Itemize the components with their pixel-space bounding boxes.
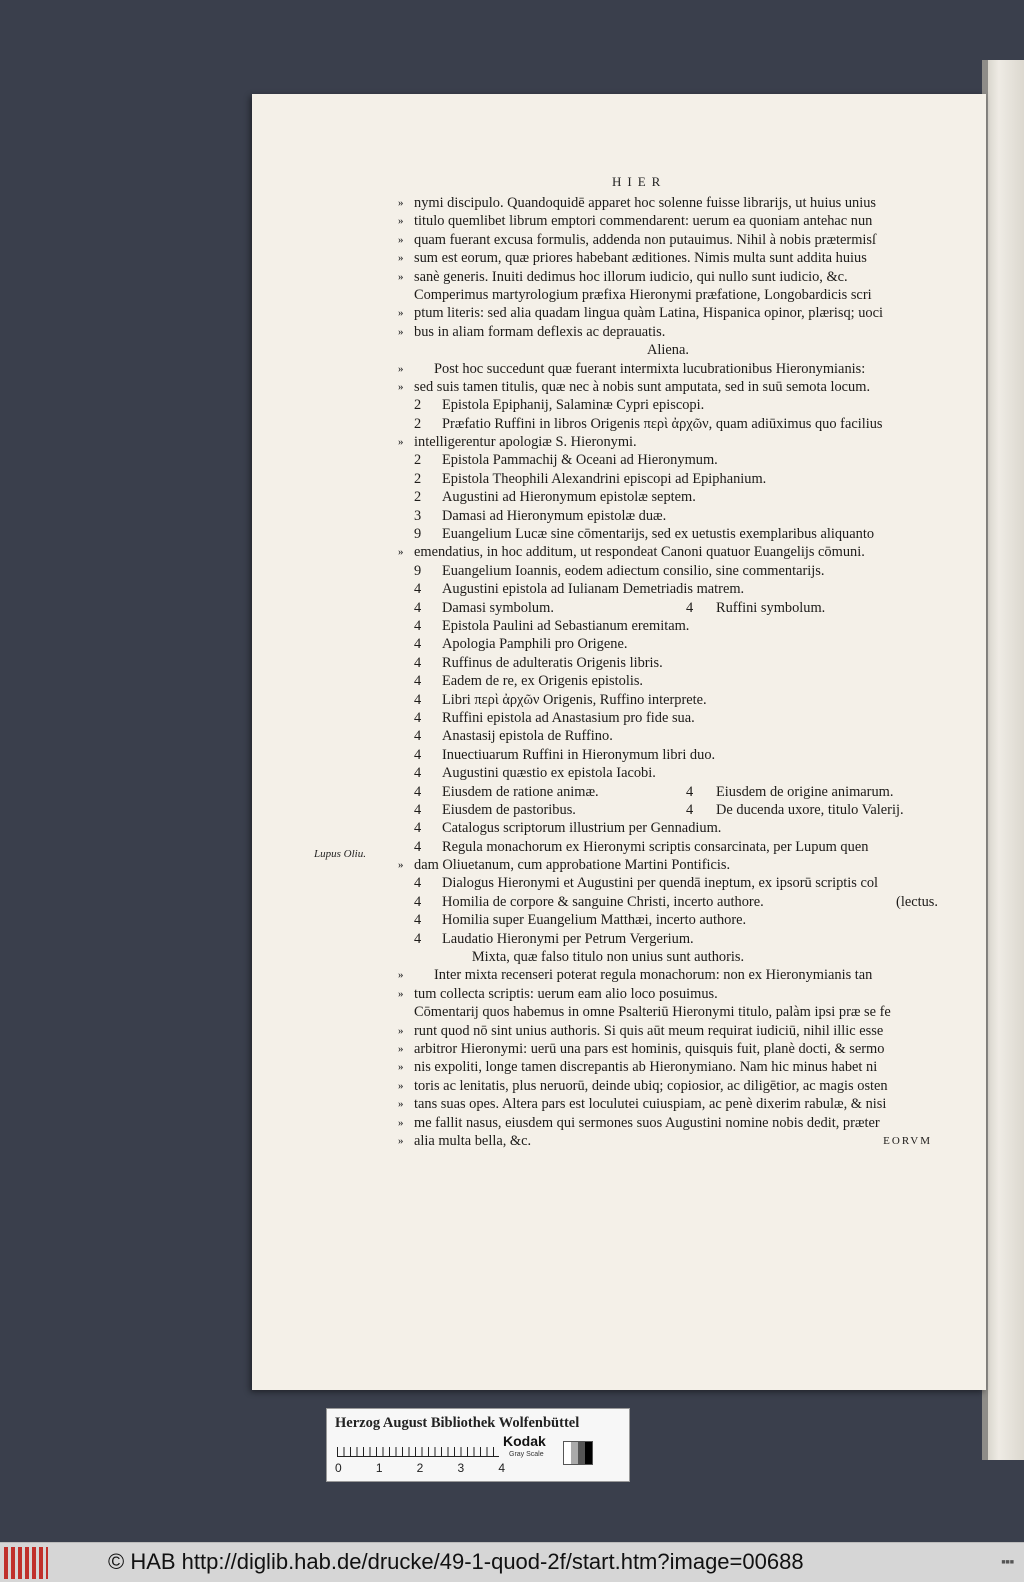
item-number: 4	[414, 801, 422, 818]
text-line	[398, 1077, 950, 1095]
text-line	[398, 856, 950, 874]
line-text: Comperimus martyrologium præfixa Hieronymi præfatione, Longobardicis scri	[414, 286, 872, 303]
item-number: 9	[414, 526, 422, 543]
line-text: De ducenda uxore, titulo Valerij.	[716, 801, 904, 818]
line-text: intelligerentur apologiæ S. Hieronymi.	[414, 434, 637, 451]
item-number: 4	[414, 820, 422, 837]
text-line	[398, 1114, 950, 1132]
scale-ruler	[337, 1439, 499, 1457]
line-text: Augustini epistola ad Iulianam Demetriadis matrem.	[442, 581, 745, 598]
quote-mark: »	[398, 1116, 404, 1129]
text-line	[398, 323, 950, 341]
item-number: 4	[414, 746, 422, 763]
footer-mini-icon: ■■■	[1001, 1559, 1014, 1566]
line-text: Libri περὶ ἀρχῶν Origenis, Ruffino interprete.	[442, 691, 707, 708]
gray-scale-swatches	[563, 1441, 593, 1465]
item-number: 2	[414, 415, 422, 432]
text-line	[398, 1022, 950, 1040]
text-line	[398, 893, 950, 911]
text-line	[398, 562, 950, 580]
line-text: sed suis tamen titulis, quæ nec à nobis sunt amputata, sed in suū semota locum.	[414, 378, 871, 395]
item-number: 4	[414, 765, 422, 782]
item-number: 4	[414, 599, 422, 616]
quote-mark: »	[398, 325, 404, 338]
catchword: EORVM	[883, 1134, 932, 1147]
kodak-logo: Kodak	[503, 1433, 546, 1449]
quote-mark: »	[398, 987, 404, 1000]
item-number: 2	[414, 470, 422, 487]
line-text: Ruffini epistola ad Anastasium pro fide sua.	[442, 709, 695, 726]
item-number: 4	[414, 893, 422, 910]
line-text: Homilia de corpore & sanguine Christi, incerto authore.	[442, 893, 764, 910]
line-text: Catalogus scriptorum illustrium per Gennadium.	[442, 820, 722, 837]
line-text: Eiusdem de origine animarum.	[716, 783, 894, 800]
item-number: 4	[414, 691, 422, 708]
line-text: Augustini quæstio ex epistola Iacobi.	[442, 765, 656, 782]
line-text: dam Oliuetanum, cum approbatione Martini Pontificis.	[414, 857, 731, 874]
page-text	[398, 194, 950, 1150]
ruler-number: 3	[457, 1461, 465, 1475]
text-line	[398, 709, 950, 727]
line-text: Anastasij epistola de Ruffino.	[442, 728, 613, 745]
line-text: emendatius, in hoc additum, ut respondeat Canoni quatuor Euangelijs cōmuni.	[414, 544, 865, 561]
line-text: Post hoc succedunt quæ fuerant intermixta lucubrationibus Hieronymianis:	[434, 360, 866, 377]
text-line	[398, 985, 950, 1003]
text-line	[398, 599, 950, 617]
text-line	[398, 874, 950, 892]
item-number: 4	[686, 801, 694, 818]
hab-logo-icon	[4, 1547, 48, 1579]
text-line	[398, 819, 950, 837]
quote-mark: »	[398, 1042, 404, 1055]
text-line	[398, 801, 950, 819]
running-head: HIER	[612, 174, 667, 189]
item-number: 4	[414, 930, 422, 947]
line-text: Euangelium Ioannis, eodem adiectum consilio, sine commentarijs.	[442, 562, 825, 579]
item-number: 4	[414, 709, 422, 726]
quote-mark: »	[398, 969, 404, 982]
line-text: Ruffini symbolum.	[716, 599, 826, 616]
line-text: Apologia Pamphili pro Origene.	[442, 636, 628, 653]
line-text: nymi discipulo. Quandoquidē apparet hoc solenne fuisse librarijs, ut huius unius	[414, 195, 877, 211]
text-line	[398, 948, 950, 966]
text-line	[398, 249, 950, 267]
line-text: runt quod nō sint unius authoris. Si quis aūt meum requirat iudiciū, nihil illic esse	[414, 1022, 884, 1039]
ruler-number: 4	[498, 1461, 505, 1475]
quote-mark: »	[398, 252, 404, 265]
text-line	[398, 507, 950, 525]
ruler-number: 0	[335, 1461, 342, 1475]
quote-mark: »	[398, 1024, 404, 1037]
line-text: bus in aliam formam deflexis ac deprauatis.	[414, 323, 666, 340]
line-text: Damasi ad Hieronymum epistolæ duæ.	[442, 507, 667, 524]
text-line	[398, 212, 950, 230]
quote-mark: »	[398, 859, 404, 872]
item-number: 2	[414, 489, 422, 506]
text-line	[398, 1058, 950, 1076]
margin-note: Lupus Oliu.	[314, 848, 366, 860]
text-line	[398, 617, 950, 635]
text-line	[398, 691, 950, 709]
text-line	[398, 764, 950, 782]
line-text: Laudatio Hieronymi per Petrum Vergerium.	[442, 930, 694, 947]
next-page-edge	[982, 60, 1024, 1460]
text-line	[398, 304, 950, 322]
quote-mark: »	[398, 270, 404, 283]
line-text: Epistola Pammachij & Oceani ad Hieronymum.	[442, 452, 718, 469]
quote-mark: »	[398, 546, 404, 559]
text-line	[398, 378, 950, 396]
item-number: 4	[414, 838, 422, 855]
text-line	[398, 672, 950, 690]
line-overflow-text: (lectus.	[896, 893, 938, 910]
line-text: Eadem de re, ex Origenis epistolis.	[442, 673, 644, 690]
text-line	[398, 470, 950, 488]
line-text: Aliena.	[647, 342, 689, 359]
ruler-numbers	[335, 1461, 505, 1475]
text-line	[398, 1132, 950, 1150]
item-number: 4	[414, 617, 422, 634]
line-text: Damasi symbolum.	[442, 599, 554, 616]
line-text: Homilia super Euangelium Matthæi, incerto authore.	[442, 912, 747, 929]
text-line	[398, 930, 950, 948]
text-line	[398, 654, 950, 672]
line-text: Regula monachorum ex Hieronymi scriptis consarcinata, per Lupum quen	[442, 838, 869, 855]
item-number: 4	[414, 875, 422, 892]
quote-mark: »	[398, 215, 404, 228]
line-text: Epistola Epiphanij, Salaminæ Cypri episcopi.	[442, 397, 705, 414]
line-text: Mixta, quæ falso titulo non unius sunt authoris.	[471, 949, 745, 966]
item-number: 4	[414, 673, 422, 690]
text-line	[398, 746, 950, 764]
line-text: titulo quemlibet librum emptori commendarent: uerum ea quoniam antehac nun	[414, 213, 873, 230]
line-text: Euangelium Lucæ sine cōmentarijs, sed ex uetustis exemplaribus aliquanto	[442, 526, 875, 543]
line-text: Epistola Paulini ad Sebastianum eremitam.	[442, 617, 690, 634]
ruler-number: 2	[416, 1461, 424, 1475]
text-line	[398, 525, 950, 543]
quote-mark: »	[398, 362, 404, 375]
item-number: 4	[414, 728, 422, 745]
item-number: 9	[414, 562, 422, 579]
text-line	[398, 727, 950, 745]
library-label-card	[326, 1408, 630, 1482]
item-number: 4	[686, 783, 694, 800]
line-text: alia multa bella, &c.	[414, 1132, 532, 1149]
ruler-number: 1	[375, 1461, 383, 1475]
line-text: Ruffinus de adulteratis Origenis libris.	[442, 654, 663, 671]
line-text: Dialogus Hieronymi et Augustini per quendā ineptum, ex ipsorū scriptis col	[442, 875, 879, 892]
item-number: 4	[686, 599, 694, 616]
line-text: ptum literis: sed alia quadam lingua quàm Latina, Hispanica opinor, plærisq; uoci	[414, 305, 884, 322]
quote-mark: »	[398, 436, 404, 449]
quote-mark: »	[398, 1134, 404, 1147]
text-line	[398, 396, 950, 414]
line-text: toris ac lenitatis, plus neruorū, deinde ubiq; copiosior, ac diligētior, ac magis osten	[414, 1077, 888, 1094]
quote-mark: »	[398, 233, 404, 246]
line-text: Epistola Theophili Alexandrini episcopi ad Epiphanium.	[442, 470, 767, 487]
item-number: 4	[414, 581, 422, 598]
text-line	[398, 1003, 950, 1021]
quote-mark: »	[398, 1098, 404, 1111]
text-line	[398, 635, 950, 653]
text-line	[398, 543, 950, 561]
line-text: Eiusdem de ratione animæ.	[442, 783, 599, 800]
line-text: Inuectiuarum Ruffini in Hieronymum libri duo.	[442, 746, 716, 763]
footer-bar	[0, 1542, 1024, 1582]
line-text: Augustini ad Hieronymum epistolæ septem.	[442, 489, 696, 506]
item-number: 4	[414, 654, 422, 671]
item-number: 2	[414, 452, 422, 469]
text-line	[398, 966, 950, 984]
item-number: 4	[414, 783, 422, 800]
text-line	[398, 488, 950, 506]
text-line	[398, 415, 950, 433]
line-text: Præfatio Ruffini in libros Origenis περὶ ἀρχῶν, quam adiūximus quo facilius	[442, 415, 883, 432]
text-line	[398, 341, 950, 359]
quote-mark: »	[398, 380, 404, 393]
text-line	[398, 268, 950, 286]
item-number: 2	[414, 397, 422, 414]
line-text: sum est eorum, quæ priores habebant æditiones. Nimis multa sunt addita huius	[414, 250, 867, 267]
text-line	[398, 194, 950, 212]
item-number: 3	[414, 507, 422, 524]
text-line	[398, 1040, 950, 1058]
text-line	[398, 783, 950, 801]
text-line	[398, 451, 950, 469]
line-text: Cōmentarij quos habemus in omne Psalteriū Hieronymi titulo, palàm ipsi præ se fe	[414, 1004, 891, 1021]
footer-url-text[interactable]: © HAB http://diglib.hab.de/drucke/49-1-quod-2f/start.htm?image=00688	[108, 1549, 804, 1574]
line-text: sanè generis. Inuiti dedimus hoc illorum iudicio, qui nullo sunt iudicio, &c.	[414, 268, 848, 285]
text-line	[398, 580, 950, 598]
text-line	[398, 838, 950, 856]
item-number: 4	[414, 912, 422, 929]
item-number: 4	[414, 636, 422, 653]
line-text: me fallit nasus, eiusdem qui sermones suos Augustini nomine nobis dedit, præter	[414, 1114, 880, 1131]
text-line	[398, 360, 950, 378]
quote-mark: »	[398, 307, 404, 320]
line-text: tum collecta scriptis: uerum eam alio loco posuimus.	[414, 985, 718, 1002]
line-text: Eiusdem de pastoribus.	[442, 801, 576, 818]
line-text: arbitror Hieronymi: uerū una pars est hominis, quisquis fuit, planè docti, & sermo	[414, 1040, 885, 1057]
quote-mark: »	[398, 197, 404, 209]
text-line	[398, 286, 950, 304]
text-line	[398, 433, 950, 451]
line-text: tans suas opes. Altera pars est loculutei cuiuspiam, ac penè dixerim rabulæ, & nisi	[414, 1096, 887, 1113]
line-text: nis expoliti, longe tamen discrepantis ab Hieronymiano. Nam hic minus habet ni	[414, 1059, 878, 1076]
line-text: quam fuerant excusa formulis, addenda non putauimus. Nihil à nobis prætermisſ	[414, 231, 877, 248]
gray-scale-label: Gray Scale	[509, 1451, 544, 1458]
text-line	[398, 1095, 950, 1113]
quote-mark: »	[398, 1061, 404, 1074]
line-text: Inter mixta recenseri poterat regula monachorum: non ex Hieronymianis tan	[434, 967, 873, 984]
quote-mark: »	[398, 1079, 404, 1092]
library-name: Herzog August Bibliothek Wolfenbüttel	[335, 1415, 580, 1431]
text-line	[398, 231, 950, 249]
text-line	[398, 911, 950, 929]
